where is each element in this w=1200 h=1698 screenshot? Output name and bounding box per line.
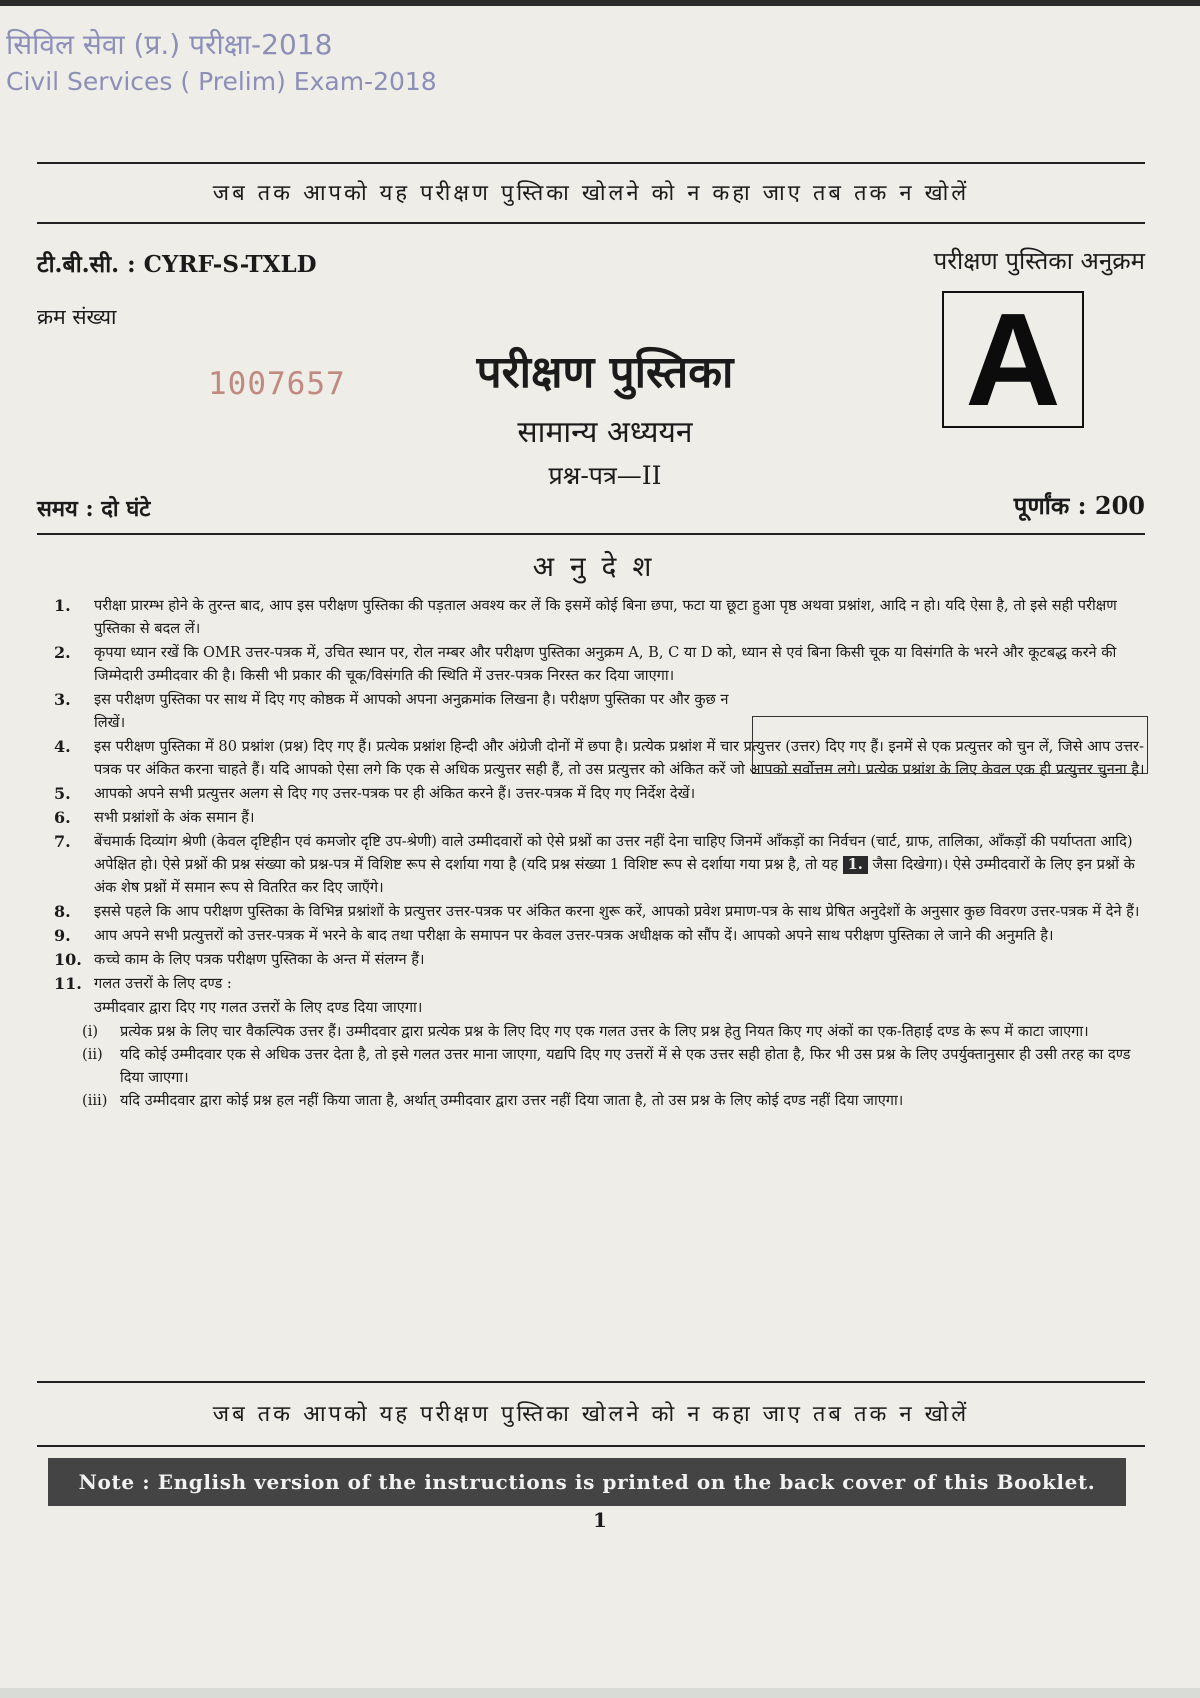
instruction-number: 1. bbox=[54, 596, 71, 615]
serial-number: 1007657 bbox=[208, 366, 346, 402]
booklet-title: परीक्षण पुस्तिका bbox=[476, 347, 734, 398]
instruction-text: आपको अपने सभी प्रत्युत्तर अलग से दिए गए उत्तर-पत्रक पर ही अंकित करने हैं। उत्तर-पत्रक में दिए गए निर्देश देखें। bbox=[94, 785, 696, 802]
instruction-number: 10. bbox=[54, 950, 82, 969]
series-letter: A bbox=[965, 285, 1061, 433]
instruction-text: गलत उत्तरों के लिए दण्ड : bbox=[94, 975, 232, 992]
divider bbox=[37, 1445, 1145, 1447]
penalty-number: (i) bbox=[82, 1023, 99, 1040]
divider bbox=[37, 533, 1145, 535]
instruction-number: 5. bbox=[54, 784, 71, 803]
instruction-text: इस परीक्षण पुस्तिका पर साथ में दिए गए कोष्ठक में आपको अपना अनुक्रमांक लिखना है। परीक्षण पुस्तिका पर और कुछ न लिखें। bbox=[94, 691, 729, 731]
penalty-text: यदि कोई उम्मीदवार एक से अधिक उत्तर देता है, तो इसे गलत उत्तर माना जाएगा, यद्यपि दिए गए उत्तरों में से एक उत्तर सही होता है, फिर भी उस प्रश्न के लिए उपर्युक्तानुसार ही उसी तरह का दण्ड दिया जाएगा। bbox=[120, 1046, 1131, 1086]
instruction-item bbox=[52, 806, 1150, 829]
divider bbox=[37, 1381, 1145, 1383]
exam-stamp bbox=[6, 28, 437, 98]
instruction-item bbox=[52, 641, 1150, 687]
warning-bottom: जब तक आपको यह परीक्षण पुस्तिका खोलने को न कहा जाए तब तक न खोलें bbox=[212, 1402, 970, 1427]
instruction-item bbox=[52, 948, 1150, 971]
paper-title: प्रश्न-पत्र—II bbox=[548, 461, 662, 490]
penalty-number: (iii) bbox=[82, 1092, 108, 1109]
instruction-text: इस परीक्षण पुस्तिका में 80 प्रश्नांश (प्रश्न) दिए गए हैं। प्रत्येक प्रश्नांश हिन्दी और अंग्रेजी दोनों में छपा है। प्रत्येक प्रश्नांश में चार प्रत्युत्तर (उत्तर) दिए गए हैं। इनमें से एक प्रत्युत्तर को चुन लें, जिसे आप उत्तर-पत्रक पर अंकित करना चाहते हैं। यदि आपको ऐसा लगे कि एक से अधिक प्रत्युत्तर सही हैं, तो उस प्रत्युत्तर को अंकित करें जो आपको सर्वोत्तम लगे। प्रत्येक प्रश्नांश के लिए केवल एक ही प्रत्युत्तर चुनना है। bbox=[94, 738, 1145, 778]
instruction-item bbox=[52, 782, 1150, 805]
english-note-bar bbox=[48, 1458, 1126, 1506]
top-edge bbox=[0, 0, 1200, 6]
stamp-hindi: सिविल सेवा (प्र.) परीक्षा-2018 bbox=[6, 28, 333, 61]
instruction-item bbox=[52, 924, 1150, 947]
penalty-text: प्रत्येक प्रश्न के लिए चार वैकल्पिक उत्तर हैं। उम्मीदवार द्वारा प्रत्येक प्रश्न के लिए दिए गए एक गलत उत्तर के लिए प्रश्न हेतु नियत किए गए अंकों का एक-तिहाई दण्ड के रूप में काटा जाएगा। bbox=[120, 1023, 1089, 1040]
instruction-number: 6. bbox=[54, 808, 71, 827]
instruction-number: 4. bbox=[54, 737, 71, 756]
penalty-number: (ii) bbox=[82, 1046, 103, 1063]
serial-caption: क्रम संख्या bbox=[37, 305, 117, 329]
penalty-intro bbox=[52, 996, 1150, 1019]
penalty-item bbox=[52, 1020, 1150, 1043]
divider bbox=[37, 222, 1145, 224]
instruction-number: 7. bbox=[54, 832, 71, 851]
stamp-english: Civil Services ( Prelim) Exam-2018 bbox=[6, 67, 437, 96]
instruction-item bbox=[52, 900, 1150, 923]
instructions-list bbox=[52, 594, 1150, 1112]
warning-top: जब तक आपको यह परीक्षण पुस्तिका खोलने को न कहा जाए तब तक न खोलें bbox=[212, 181, 970, 206]
instruction-text: सभी प्रश्नांशों के अंक समान हैं। bbox=[94, 809, 255, 826]
instruction-number: 2. bbox=[54, 643, 71, 662]
divider bbox=[37, 162, 1145, 164]
tbc-code: टी.बी.सी. : CYRF-S-TXLD bbox=[37, 251, 317, 278]
instructions-heading: अनुदेश bbox=[532, 550, 668, 583]
instruction-item bbox=[52, 972, 1150, 995]
english-note: Note : English version of the instructions is printed on the back cover of this Booklet. bbox=[78, 1470, 1096, 1494]
instruction-text: जैसा दिखेगा)। ऐसे उम्मीदवारों के लिए इन प्रश्नों के अंक शेष प्रश्नों में समान रूप से वितरित कर दिए जाएँगे। bbox=[94, 856, 1135, 896]
instruction-item bbox=[52, 594, 1150, 640]
bottom-edge bbox=[0, 1688, 1200, 1698]
penalty-intro-text: उम्मीदवार द्वारा दिए गए गलत उत्तरों के लिए दण्ड दिया जाएगा। bbox=[94, 999, 423, 1016]
instruction-number: 9. bbox=[54, 926, 71, 945]
instruction-text: कृपया ध्यान रखें कि OMR उत्तर-पत्रक में, उचित स्थान पर, रोल नम्बर और परीक्षण पुस्तिका अनुक्रम A, B, C या D को, ध्यान से एवं बिना किसी चूक या विसंगति के भरने और कूटबद्ध करने की जिम्मेदारी उम्मीदवार की है। किसी भी प्रकार की चूक/विसंगति की स्थिति में उत्तर-पत्रक निरस्त कर दिया जाएगा। bbox=[94, 644, 1117, 684]
maximum-marks: पूर्णांक : 200 bbox=[1013, 491, 1145, 520]
booklet-series-label: परीक्षण पुस्तिका अनुक्रम bbox=[933, 247, 1145, 275]
question-number-marker: 1. bbox=[843, 856, 868, 874]
instruction-text: कच्चे काम के लिए पत्रक परीक्षण पुस्तिका के अन्त में संलग्न हैं। bbox=[94, 951, 425, 968]
series-letter-box bbox=[942, 285, 1084, 433]
instruction-item bbox=[52, 735, 1150, 781]
subject-title: सामान्य अध्ययन bbox=[517, 415, 693, 450]
instruction-text: इससे पहले कि आप परीक्षण पुस्तिका के विभिन्न प्रश्नांशों के प्रत्युत्तर उत्तर-पत्रक पर अंकित करना शुरू करें, आपको प्रवेश प्रमाण-पत्र के साथ प्रेषित अनुदेशों के अनुसार कुछ विवरण उत्तर-पत्रक में देने हैं। bbox=[94, 903, 1140, 920]
instruction-text: परीक्षा प्रारम्भ होने के तुरन्त बाद, आप इस परीक्षण पुस्तिका की पड़ताल अवश्य कर लें कि इसमें कोई बिना छपा, फटा या छूटा हुआ पृष्ठ अथवा प्रश्नांश, आदि न हो। यदि ऐसा है, तो इसे सही परीक्षण पुस्तिका से बदल लें। bbox=[94, 597, 1117, 637]
instruction-text: बेंचमार्क दिव्यांग श्रेणी (केवल दृष्टिहीन एवं कमजोर दृष्टि उप-श्रेणी) वाले उम्मीदवारों को ऐसे प्रश्नों का उत्तर नहीं देना चाहिए जिनमें आँकड़ों का निर्वचन (चार्ट, ग्राफ, तालिका, आँकड़ों की पर्याप्तता आदि) अपेक्षित हो। ऐसे प्रश्नों की प्रश्न संख्या को प्रश्न-पत्र में विशिष्ट रूप से दर्शाया गया है (यदि प्रश्न संख्या 1 विशिष्ट रूप से दर्शाया गया प्रश्न है, तो यह bbox=[94, 833, 1133, 873]
penalty-item bbox=[52, 1043, 1150, 1089]
time-allowed: समय : दो घंटे bbox=[37, 496, 151, 522]
instruction-number: 3. bbox=[54, 690, 71, 709]
instruction-item bbox=[52, 688, 734, 734]
penalty-item bbox=[52, 1089, 1150, 1112]
instruction-number: 11. bbox=[54, 974, 82, 993]
instruction-item bbox=[52, 830, 1150, 899]
page-number: 1 bbox=[593, 1508, 607, 1532]
instruction-number: 8. bbox=[54, 902, 71, 921]
penalty-text: यदि उम्मीदवार द्वारा कोई प्रश्न हल नहीं किया जाता है, अर्थात् उम्मीदवार द्वारा उत्तर नहीं दिया जाता है, तो उस प्रश्न के लिए कोई दण्ड नहीं दिया जाएगा। bbox=[120, 1092, 904, 1109]
instruction-text: आप अपने सभी प्रत्युत्तरों को उत्तर-पत्रक में भरने के बाद तथा परीक्षा के समापन पर केवल उत्तर-पत्रक अधीक्षक को सौंप दें। आपको अपने साथ परीक्षण पुस्तिका ले जाने की अनुमति है। bbox=[94, 927, 1054, 944]
